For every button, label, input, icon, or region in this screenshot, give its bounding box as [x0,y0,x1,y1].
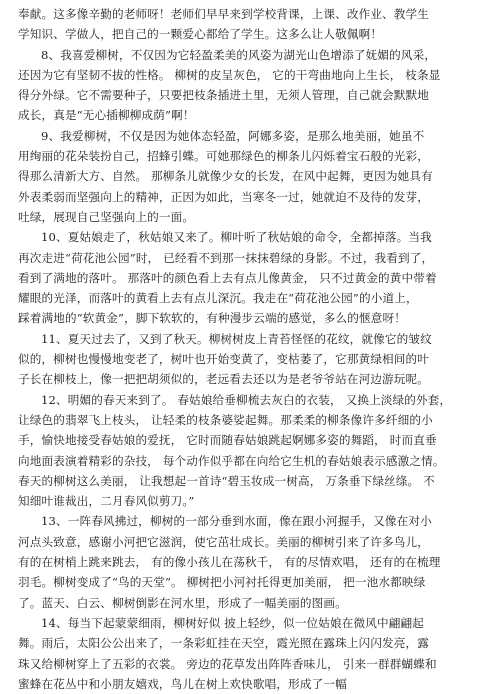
text-line: 外表柔弱而坚强向上的精神，正因为如此，当寒冬一过，她就迫不及待的发芽， [18,189,430,204]
text-line: 9、我爱柳树，不仅是因为她体态轻盈，阿娜多姿，是那么地美丽，她虽不 [41,128,425,143]
text-line: 得那么清新大方、自然。 那柳条儿就像少女的长发，在风中起舞，更因为她具有 [18,169,433,184]
text-line: 子长在柳枝上，像一把把胡须似的，老远看去还以为是老爷爷站在河边游玩呢。 [18,372,430,387]
text-line: 看到了满地的落叶。 那落叶的颜色看上去有点儿像黄金， 只不过黄金的黄中带着 [18,270,437,285]
text-line: 舞。雨后，太阳公公出来了，一条彩虹挂在天空，霞光照在露珠上闪闪发亮，露 [18,636,430,651]
text-line: 12、明媚的春天来到了。 春姑娘给垂柳梳去灰白的衣装， 又换上淡绿的外套， [41,392,452,407]
text-line: 14、每当下起蒙蒙细雨，柳树好似 披上轻纱，似一位姑娘在微风中翩翩起 [41,615,424,630]
text-line: 奉献。这多像辛勤的老师呀！老师们早早来到学校背课，上课、改作业、教学生 [18,7,430,21]
text-line: 向地面表演着精彩的杂技， 每个动作似乎都在向给它生机的春姑娘表示感激之情。 [18,453,445,468]
text-line: 蜜蜂在花丛中和小朋友嬉戏，鸟儿在树上欢快歌唱，形成了一幅 [18,676,347,691]
text-line: 11、夏天过去了，又到了秋天。柳树树皮上青苔怪怪的花纹，就像它的皱纹 [41,331,432,346]
text-line: 还因为它有坚韧不拔的性格。 柳树的皮呈灰色， 它的干弯曲地向上生长， 枝条显 [18,67,441,82]
text-line: 手，愉快地接受春姑娘的爱抚， 它时而随春姑娘跳起婀娜多姿的舞蹈， 时而直垂 [18,433,437,448]
text-line: 羽毛。柳树变成了“鸟的天堂”。 柳树把小河衬托得更加美丽， 把一池水都映绿 [18,575,426,590]
text-line: 用绚丽的花朵装扮自己，招蜂引蝶。可她那绿色的柳条儿闪烁着宝石般的光彩， [18,149,430,164]
text-line: 踩着满地的“软黄金”，脚下软软的，有种漫步云端的感觉，多么的惬意呀！ [18,311,406,326]
text-line: 成长，真是“无心插柳柳成荫”啊！ [18,108,195,123]
text-line: 让绿色的翡翠飞上枝头， 让轻柔的枝条婆娑起舞。那柔柔的柳条像许多纤细的小 [18,412,433,427]
text-line: 河点头致意，感谢小河把它滋润，使它茁壮成长。美丽的柳树引来了许多鸟儿， [18,534,430,549]
text-line: 10、夏姑娘走了，秋姑娘又来了。柳叶听了秋姑娘的命令，全都掉落。当我 [41,230,432,245]
text-line: 知细叶谁裁出，二月春风似剪刀。” [18,494,195,509]
text-line: 珠又给柳树穿上了五彩的衣裳。 旁边的花草发出阵阵香味儿， 引来一群群蝴蝶和 [18,656,437,671]
text-line: 春天的柳树这么美丽， 让我想起一首诗“碧玉妆成一树高， 万条垂下绿丝绦。 不 [18,473,435,488]
text-line: 耀眼的光泽，而落叶的黄看上去有点儿深沉。我走在“荷花池公园”的小道上， [18,291,418,306]
text-line: 似的，柳树也慢慢地变老了，树叶也开始变黄了，变枯萎了，它那黄绿相间的叶 [18,352,430,367]
text-line: 13、一阵春风拂过，柳树的一部分垂到水面，像在跟小河握手，又像在对小 [41,514,432,529]
text-line: 吐绿，展现自己坚强向上的一面。 [18,209,195,224]
text-line: 得分外绿。它不需要种子，只要把枝条插进土里，无须人管理，自己就会默默地 [18,88,430,103]
text-line: 了。蓝天、白云、柳树倒影在河水里，形成了一幅美丽的图画。 [18,595,347,610]
text-line: 有的在树梢上跳来跳去， 有的像小孩儿在荡秋千， 有的尽情欢唱， 还有的在梳理 [18,555,441,570]
text-line: 8、我喜爱柳树，不仅因为它轻盈柔美的风姿为湖光山色增添了妩媚的风采， [41,47,437,62]
text-line: 学知识、学做人，把自己的一颗爱心都给了学生。这多么让人敬佩啊！ [18,27,383,42]
text-line: 再次走进“荷花池公园”时， 已经看不到那一抹抹碧绿的身影。不过，我看到了， [18,250,434,265]
